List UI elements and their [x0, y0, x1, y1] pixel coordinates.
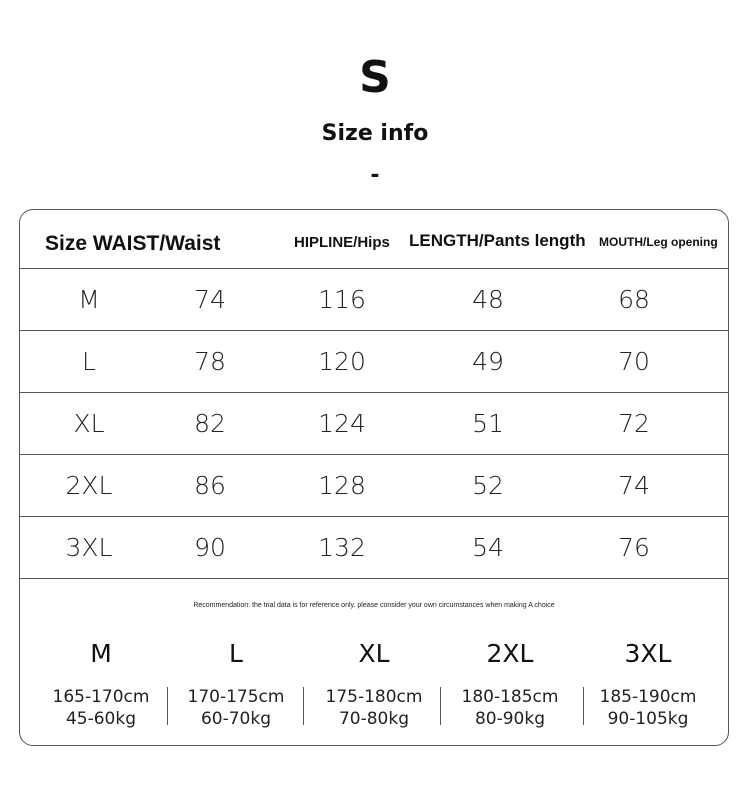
rec-weight: 80-90kg	[474, 709, 546, 729]
cell-size: 2XL	[65, 471, 113, 500]
recommendation-item	[580, 579, 716, 746]
cell-length: 52	[472, 471, 504, 500]
cell-length: 51	[472, 409, 504, 438]
rec-weight: 90-105kg	[607, 709, 689, 729]
cell-leg-opening: 68	[618, 285, 650, 314]
cell-waist: 78	[194, 347, 226, 376]
cell-waist: 74	[194, 285, 226, 314]
column-divider	[303, 687, 304, 725]
cell-leg-opening: 72	[618, 409, 650, 438]
rec-height: 185-190cm	[599, 687, 697, 707]
rec-height: 180-185cm	[461, 687, 559, 707]
header-pants-length: LENGTH/Pants length	[409, 231, 586, 250]
table-row	[20, 268, 728, 331]
rec-size-label: 3XL	[624, 639, 672, 668]
cell-waist: 86	[194, 471, 226, 500]
table-row	[20, 392, 728, 455]
table-row	[20, 516, 728, 579]
rec-size-label: M	[90, 639, 112, 668]
cell-size: 3XL	[65, 533, 113, 562]
size-letter: S	[359, 52, 391, 103]
cell-size: L	[82, 347, 96, 376]
cell-hips: 116	[318, 285, 366, 314]
cell-leg-opening: 70	[618, 347, 650, 376]
cell-length: 54	[472, 533, 504, 562]
rec-height: 175-180cm	[325, 687, 423, 707]
cell-size: XL	[73, 409, 105, 438]
cell-length: 49	[472, 347, 504, 376]
column-divider	[440, 687, 441, 725]
cell-hips: 124	[318, 409, 366, 438]
size-chart-card	[19, 209, 729, 746]
rec-height: 170-175cm	[187, 687, 285, 707]
rec-weight: 45-60kg	[65, 709, 137, 729]
recommendation-item	[442, 579, 578, 746]
rec-height: 165-170cm	[52, 687, 150, 707]
recommendation-item	[306, 579, 442, 746]
cell-hips: 120	[318, 347, 366, 376]
header-size-waist: Size WAIST/Waist	[45, 232, 221, 255]
rec-size-label: L	[229, 639, 243, 668]
cell-waist: 90	[194, 533, 226, 562]
table-header	[20, 210, 728, 268]
table-row	[20, 330, 728, 393]
recommendation-note: Recommendation: the trial data is for reference only. please consider your own circumstances when making A choice	[193, 602, 555, 609]
cell-hips: 128	[318, 471, 366, 500]
rec-weight: 70-80kg	[338, 709, 410, 729]
cell-hips: 132	[318, 533, 366, 562]
rec-size-label: XL	[358, 639, 390, 668]
recommendation-section	[20, 578, 728, 746]
recommendation-item	[168, 579, 304, 746]
cell-size: M	[78, 285, 100, 314]
cell-leg-opening: 74	[618, 471, 650, 500]
header-hips: HIPLINE/Hips	[294, 234, 390, 251]
title-dash: -	[370, 163, 380, 188]
table-row	[20, 454, 728, 517]
cell-leg-opening: 76	[618, 533, 650, 562]
page-title: Size info	[321, 121, 429, 146]
rec-weight: 60-70kg	[200, 709, 272, 729]
header-leg-opening: MOUTH/Leg opening	[599, 235, 718, 249]
cell-waist: 82	[194, 409, 226, 438]
cell-length: 48	[472, 285, 504, 314]
rec-size-label: 2XL	[486, 639, 534, 668]
recommendation-item	[33, 579, 169, 746]
